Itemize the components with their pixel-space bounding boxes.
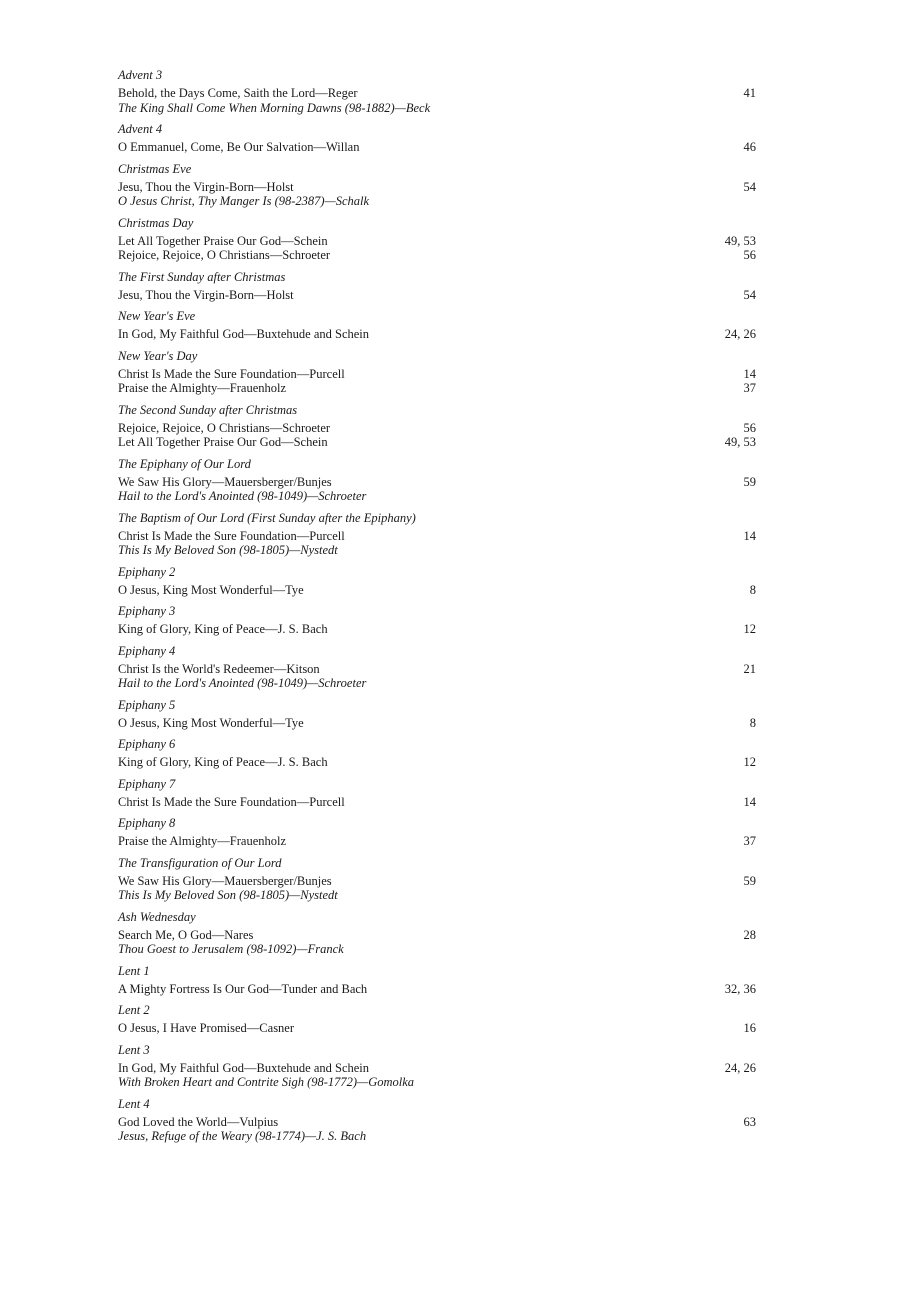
entry-lines (118, 1021, 758, 1036)
page-numbers (744, 755, 757, 770)
occasion-heading: Ash Wednesday (118, 909, 196, 924)
page-numbers (744, 662, 757, 677)
page-number: 8 (749, 715, 756, 730)
occasion-heading: The First Sunday after Christmas (118, 269, 286, 284)
page-number: 56 (743, 248, 756, 262)
occasion-heading: Lent 4 (118, 1096, 150, 1111)
entry-line: O Jesus, I Have Promised—Casner (118, 1021, 295, 1035)
index-entry (118, 403, 758, 450)
index-entry (118, 349, 758, 396)
page-number: 24, 26 (724, 1060, 756, 1075)
occasion-heading: The Epiphany of Our Lord (118, 456, 251, 471)
occasion-heading: The Transfiguration of Our Lord (118, 855, 282, 870)
entry-line: In God, My Faithful God—Buxtehude and Schein (118, 1060, 370, 1075)
page-number: 41 (743, 86, 756, 100)
entry-line: Search Me, O God—Nares (118, 927, 254, 942)
occasion-heading: The Baptism of Our Lord (First Sunday after the Epiphany) (118, 510, 416, 525)
entry-lines (118, 234, 758, 263)
index-entry (118, 511, 758, 558)
entry-lines (118, 180, 758, 209)
entry-lines (118, 874, 758, 903)
occasion-heading: The Second Sunday after Christmas (118, 402, 298, 417)
index-entry (118, 910, 758, 957)
entry-line: This Is My Beloved Son (98-1805)—Nystedt (118, 888, 338, 902)
page-number: 8 (749, 582, 756, 597)
index-entry (118, 1003, 758, 1036)
entry-lines (118, 583, 758, 598)
entry-lines (118, 367, 758, 396)
page-numbers (744, 86, 757, 101)
page-number: 49, 53 (724, 233, 756, 248)
entry-lines (118, 421, 758, 450)
page-numbers (744, 622, 757, 637)
index-entry (118, 856, 758, 903)
occasion-heading: Advent 4 (118, 122, 163, 136)
entry-line: Jesu, Thou the Virgin-Born—Holst (118, 179, 294, 194)
page-number: 24, 26 (724, 327, 756, 341)
page-numbers (744, 834, 757, 849)
entry-line: The King Shall Come When Morning Dawns (98-1882)—Beck (118, 100, 431, 115)
entry-lines (118, 928, 758, 957)
page-numbers (750, 583, 756, 598)
page-numbers (725, 421, 756, 450)
page-numbers (744, 529, 757, 544)
entry-line: Hail to the Lord's Anointed (98-1049)—Schroeter (118, 489, 367, 503)
entry-line: We Saw His Glory—Mauersberger/Bunjes (118, 474, 332, 489)
entry-line: Christ Is the World's Redeemer—Kitson (118, 661, 320, 676)
liturgical-index (118, 68, 758, 1151)
index-entry (118, 162, 758, 209)
index-entry (118, 604, 758, 637)
entry-lines (118, 475, 758, 504)
entry-line: Behold, the Days Come, Saith the Lord—Reger (118, 86, 358, 100)
index-entry (118, 565, 758, 598)
entry-lines (118, 140, 758, 155)
page-number: 63 (743, 1114, 756, 1129)
entry-line: In God, My Faithful God—Buxtehude and Schein (118, 327, 370, 341)
occasion-heading: Epiphany 6 (118, 737, 176, 751)
occasion-heading: Epiphany 7 (118, 776, 176, 791)
entry-line: O Jesus, King Most Wonderful—Tye (118, 715, 304, 730)
occasion-heading: Epiphany 3 (118, 604, 176, 618)
page-number: 21 (743, 661, 756, 676)
entry-line: Praise the Almighty—Frauenholz (118, 381, 287, 395)
occasion-heading: Christmas Day (118, 215, 194, 230)
entry-lines (118, 86, 758, 115)
entry-lines (118, 1061, 758, 1090)
page-numbers (750, 716, 756, 731)
page-numbers (744, 475, 757, 490)
page-number: 14 (743, 528, 756, 543)
entry-line: A Mighty Fortress Is Our God—Tunder and Bach (118, 981, 368, 996)
page-number: 59 (743, 873, 756, 888)
page-numbers (744, 928, 757, 943)
index-entry (118, 1097, 758, 1144)
index-entry (118, 698, 758, 731)
index-entry (118, 1043, 758, 1090)
entry-line: King of Glory, King of Peace—J. S. Bach (118, 622, 328, 636)
entry-lines (118, 716, 758, 731)
page-number: 28 (743, 927, 756, 942)
entry-line: Let All Together Praise Our God—Schein (118, 233, 328, 248)
page-numbers (744, 1021, 757, 1036)
entry-line: God Loved the World—Vulpius (118, 1114, 279, 1129)
page-number: 32, 36 (724, 981, 756, 996)
entry-line: O Jesus, King Most Wonderful—Tye (118, 582, 304, 597)
entry-lines (118, 795, 758, 810)
index-entry (118, 270, 758, 303)
occasion-heading: New Year's Eve (118, 309, 196, 323)
entry-line: Let All Together Praise Our God—Schein (118, 435, 328, 449)
index-entry (118, 68, 758, 115)
entry-line: Rejoice, Rejoice, O Christians—Schroeter (118, 248, 331, 262)
entry-line: Rejoice, Rejoice, O Christians—Schroeter (118, 420, 331, 435)
page-number: 14 (743, 366, 756, 381)
occasion-heading: Lent 1 (118, 963, 150, 978)
entry-line: Hail to the Lord's Anointed (98-1049)—Schroeter (118, 676, 367, 690)
occasion-heading: Advent 3 (118, 68, 163, 82)
page-number: 12 (743, 622, 756, 636)
page-numbers (744, 874, 757, 889)
page-numbers (744, 288, 757, 303)
occasion-heading: New Year's Day (118, 348, 198, 363)
page-number: 59 (743, 474, 756, 489)
page-number: 37 (743, 834, 756, 848)
entry-line: O Jesus Christ, Thy Manger Is (98-2387)—Schalk (118, 194, 370, 208)
index-entry (118, 644, 758, 691)
entry-line: Thou Goest to Jerusalem (98-1092)—Franck (118, 942, 344, 956)
index-entry (118, 964, 758, 997)
index-entry (118, 777, 758, 810)
index-entry (118, 309, 758, 342)
entry-line: This Is My Beloved Son (98-1805)—Nystedt (118, 543, 338, 557)
entry-lines (118, 1115, 758, 1144)
entry-lines (118, 327, 758, 342)
entry-line: Christ Is Made the Sure Foundation—Purcell (118, 794, 345, 809)
page-numbers (744, 367, 757, 396)
occasion-heading: Christmas Eve (118, 161, 192, 176)
page-number: 56 (743, 420, 756, 435)
page-numbers (725, 1061, 756, 1076)
entry-line: Jesu, Thou the Virgin-Born—Holst (118, 287, 294, 302)
entry-line: With Broken Heart and Contrite Sigh (98-1772)—Gomolka (118, 1075, 415, 1089)
page-number: 54 (743, 179, 756, 194)
entry-lines (118, 662, 758, 691)
page-numbers (725, 982, 756, 997)
entry-line: O Emmanuel, Come, Be Our Salvation—Willan (118, 140, 360, 154)
page-numbers (744, 795, 757, 810)
index-entry (118, 737, 758, 770)
entry-lines (118, 982, 758, 997)
occasion-heading: Epiphany 4 (118, 643, 176, 658)
page-number: 46 (743, 140, 756, 154)
index-entry (118, 816, 758, 849)
page-number: 14 (743, 794, 756, 809)
occasion-heading: Epiphany 2 (118, 564, 176, 579)
page-number: 49, 53 (724, 435, 756, 449)
entry-line: King of Glory, King of Peace—J. S. Bach (118, 755, 328, 769)
occasion-heading: Lent 3 (118, 1042, 150, 1057)
occasion-heading: Epiphany 8 (118, 816, 176, 830)
page-number: 37 (743, 381, 756, 395)
entry-line: Christ Is Made the Sure Foundation—Purcell (118, 528, 345, 543)
page-numbers (744, 140, 757, 155)
entry-lines (118, 288, 758, 303)
entry-line: Christ Is Made the Sure Foundation—Purcell (118, 366, 345, 381)
page-numbers (725, 327, 756, 342)
index-entry (118, 457, 758, 504)
page-numbers (744, 180, 757, 195)
page-number: 12 (743, 755, 756, 769)
page-number: 54 (743, 287, 756, 302)
page-numbers (744, 1115, 757, 1130)
entry-line: Jesus, Refuge of the Weary (98-1774)—J. S. Bach (118, 1129, 367, 1143)
occasion-heading: Lent 2 (118, 1003, 150, 1017)
index-entry (118, 122, 758, 155)
entry-lines (118, 834, 758, 849)
entry-lines (118, 755, 758, 770)
entry-lines (118, 622, 758, 637)
page-number: 16 (743, 1021, 756, 1035)
index-entry (118, 216, 758, 263)
occasion-heading: Epiphany 5 (118, 697, 176, 712)
entry-lines (118, 529, 758, 558)
entry-line: Praise the Almighty—Frauenholz (118, 834, 287, 848)
entry-line: We Saw His Glory—Mauersberger/Bunjes (118, 873, 332, 888)
page-numbers (725, 234, 756, 263)
